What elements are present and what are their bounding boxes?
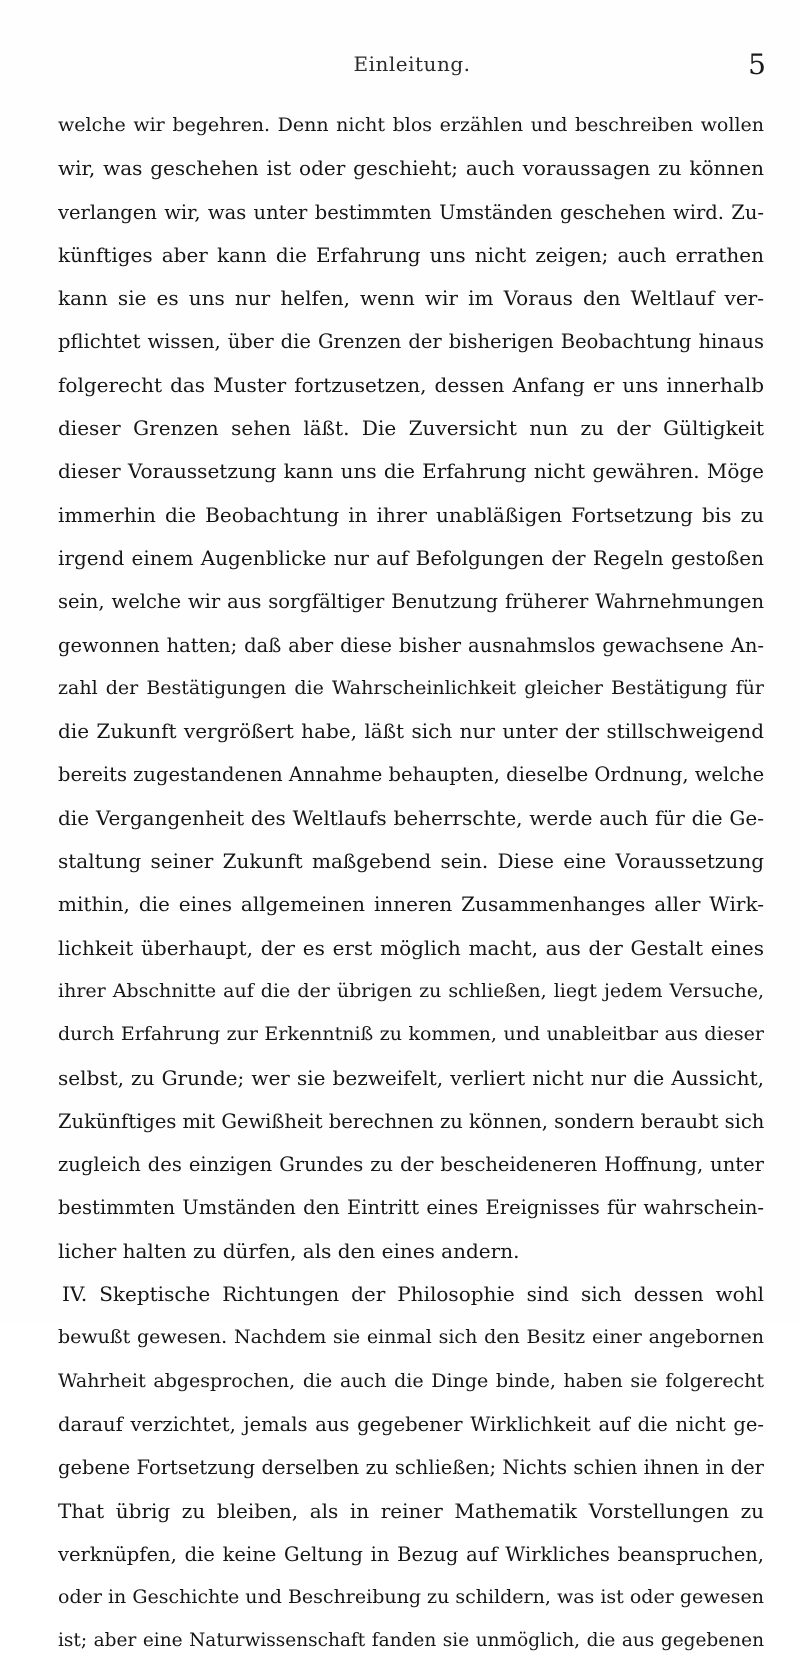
text-line: kann sie es uns nur helfen, wenn wir im Voraus den Weltlauf ver- — [58, 286, 764, 311]
text-line: darauf verzichtet, jemals aus gegebener Wirklichkeit auf die nicht ge- — [58, 1412, 764, 1436]
text-line: bereits zugestandenen Annahme behaupten, dieselbe Ordnung, welche — [58, 763, 764, 787]
text-line: die Vergangenheit des Weltlaufs beherrschte, werde auch für die Ge- — [58, 805, 764, 830]
text-line: immerhin die Beobachtung in ihrer unabläßigen Fortsetzung bis zu — [58, 502, 764, 527]
text-line: That übrig zu bleiben, als in reiner Mathematik Vorstellungen zu — [58, 1498, 764, 1523]
section-iv-start-line: IV. Skeptische Richtungen der Philosophie sind sich dessen wohl — [62, 1282, 764, 1307]
text-line: oder in Geschichte und Beschreibung zu schildern, was ist oder gewesen — [58, 1586, 764, 1609]
text-line: zugleich des einzigen Grundes zu der bescheideneren Hoffnung, unter — [58, 1153, 764, 1177]
text-line: ihrer Abschnitte auf die der übrigen zu schließen, liegt jedem Versuche, — [58, 979, 764, 1002]
page-header — [58, 48, 766, 82]
text-line: gebene Fortsetzung derselben zu schließen; Nichts schien ihnen in der — [58, 1456, 764, 1480]
text-line: folgerecht das Muster fortzusetzen, dessen Anfang er uns innerhalb — [58, 372, 764, 397]
text-line: staltung seiner Zukunft maßgebend sein. Diese eine Voraussetzung — [58, 849, 764, 874]
text-line: verlangen wir, was unter bestimmten Umständen geschehen wird. Zu- — [58, 200, 764, 224]
body-text — [58, 104, 764, 1663]
text-line: lichkeit überhaupt, der es erst möglich macht, aus der Gestalt eines — [58, 935, 764, 960]
text-line: die Zukunft vergrößert habe, läßt sich nur unter der stillschweigend — [58, 719, 764, 744]
text-line: pflichtet wissen, über die Grenzen der bisherigen Beobachtung hinaus — [58, 330, 764, 354]
text-line: wir, was geschehen ist oder geschieht; auch voraussagen zu können — [58, 156, 764, 181]
text-line: zahl der Bestätigungen die Wahrscheinlichkeit gleicher Bestätigung für — [58, 676, 764, 699]
text-line: mithin, die eines allgemeinen inneren Zusammenhanges aller Wirk- — [58, 892, 764, 917]
text-line: durch Erfahrung zur Erkenntniß zu kommen, und unableitbar aus dieser — [58, 1023, 764, 1046]
text-line: künftiges aber kann die Erfahrung uns nicht zeigen; auch errathen — [58, 242, 764, 267]
text-line: Wahrheit abgesprochen, die auch die Dinge binde, haben sie folgerecht — [58, 1369, 764, 1392]
text-line: gewonnen hatten; daß aber diese bisher ausnahmslos gewachsene An- — [58, 633, 764, 657]
text-line: ist; aber eine Naturwissenschaft fanden sie unmöglich, die aus gegebenen — [58, 1630, 764, 1652]
paragraph-end-line: licher halten zu dürfen, als den eines andern. — [58, 1238, 520, 1263]
text-line: bestimmten Umständen den Eintritt eines Ereignisses für wahrschein- — [58, 1196, 764, 1220]
running-head: Einleitung. — [353, 52, 471, 76]
page-number: 5 — [748, 48, 766, 81]
text-line: selbst, zu Grunde; wer sie bezweifelt, verliert nicht nur die Aussicht, — [58, 1065, 764, 1090]
text-line: Zukünftiges mit Gewißheit berechnen zu können, sondern beraubt sich — [58, 1109, 764, 1133]
text-line: dieser Grenzen sehen läßt. Die Zuversicht nun zu der Gültigkeit — [58, 416, 764, 441]
text-line: welche wir begehren. Denn nicht blos erzählen und beschreiben wollen — [58, 114, 764, 136]
text-line: bewußt gewesen. Nachdem sie einmal sich den Besitz einer angebornen — [58, 1326, 764, 1349]
text-line: sein, welche wir aus sorgfältiger Benutzung früherer Wahrnehmungen — [58, 590, 764, 614]
text-line: irgend einem Augenblicke nur auf Befolgungen der Regeln gestoßen — [58, 545, 764, 570]
text-line: verknüpfen, die keine Geltung in Bezug auf Wirkliches beanspruchen, — [58, 1542, 764, 1566]
text-line: dieser Voraussetzung kann uns die Erfahrung nicht gewähren. Möge — [58, 459, 764, 484]
